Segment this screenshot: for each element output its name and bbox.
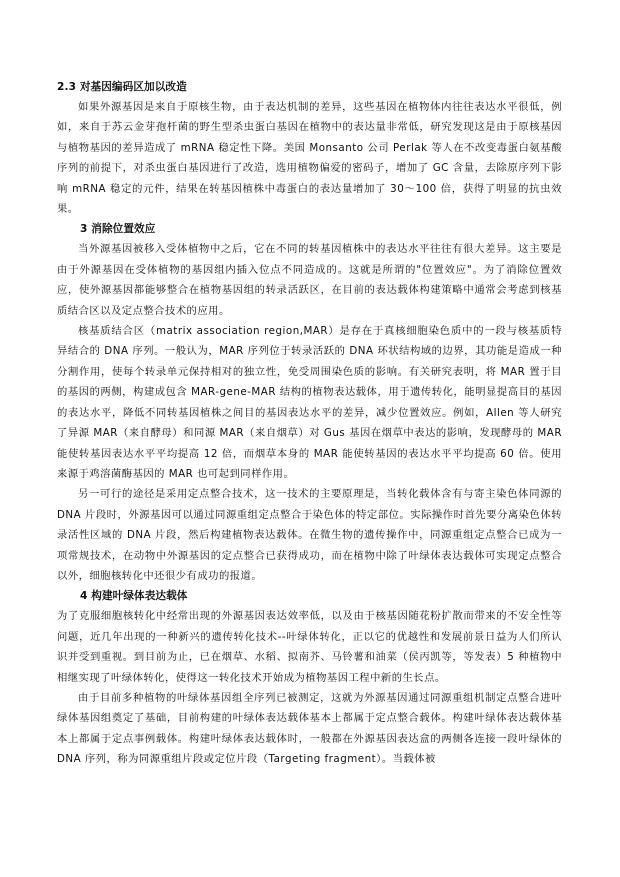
section-heading-3: 3 消除位置效应 xyxy=(80,223,156,236)
paragraph-chloroplast-vector: 由于目前多种植物的叶绿体基因组全序列已被测定，这就为外源基因通过同源重组机制定点整合进叶绿体基因组奠定了基础，目前构建的叶绿体表达载体基本上都属于定点整合载体。构建叶绿体表达载体基本上都属于定点事例载体。构建叶绿体表达载体时，一般都在外源基因表达盒的两侧各连接一段叶绿体的 DNA 序列，称为同源重组片段或定位片段（Targeting fragment）。当载体被 xyxy=(57,691,562,766)
document-body xyxy=(57,77,562,770)
paragraph-codon-optimization: 如果外源基因是来自于原核生物，由于表达机制的差异，这些基因在植物体内往往表达水平很低，例如，来自于苏云金芽孢杆菌的野生型杀虫蛋白基因在植物中的表达量非常低，研究发现这是由于原核基因与植物基因的差异造成了 mRNA 稳定性下降。美国 Monsanto 公司 Perlak 等人在不改变毒蛋白氨基酸序列的前提下，对杀虫蛋白基因进行了改造，选用植物偏爱的密码子，增加了 GC 含量，去除原序列下影响 mRNA 稳定的元件，结果在转基因植株中毒蛋白的表达量增加了 30～100 倍，获得了明显的抗虫效果。 xyxy=(57,101,562,216)
section-heading-2-3: 2.3 对基因编码区加以改造 xyxy=(57,81,187,93)
paragraph-chloroplast-intro: 为了克服细胞核转化中经常出现的外源基因表达效率低，以及由于核基因随花粉扩散而带来的不安全性等问题，近几年出现的一种新兴的遗传转化技术--叶绿体转化，正以它的优越性和发展前景日益为人们所认识并受到重视。到目前为止，已在烟草、水稻、拟南芥、马铃薯和油菜（侯丙凯等，等发表）5 种植物中相继实现了叶绿体转化，使得这一转化技术开始成为植物基因工程中新的生长点。 xyxy=(57,610,562,684)
section-heading-4: 4 构建叶绿体表达载体 xyxy=(80,590,188,603)
paragraph-site-specific-integration: 另一可行的途径是采用定点整合技术，这一技术的主要原理是，当转化载体含有与寄主染色体同源的 DNA 片段时，外源基因可以通过同源重组定点整合于染色体的特定部位。实际操作时首先要分离染色体转录活性区域的 DNA 片段，然后构建植物表达载体。在微生物的遗传操作中，同源重组定点整合已成为一项常规技术，在动物中外源基因的定点整合已获得成功，而在植物中除了叶绿体表达载体可实现定点整合以外，细胞核转化中还很少有成功的报道。 xyxy=(57,488,562,582)
paragraph-position-effect: 当外源基因被移入受体植物中之后，它在不同的转基因植株中的表达水平往往有很大差异。这主要是由于外源基因在受体植物的基因组内插入位点不同造成的。这就是所谓的"位置效应"。为了消除位置效应，使外源基因都能够整合在植物基因组的转录活跃区，在目前的表达载体构建策略中通常会考虑到核基质结合区以及定点整合技术的应用。 xyxy=(57,243,562,317)
paragraph-mar: 核基质结合区（matrix association region,MAR）是存在于真核细胞染色质中的一段与核基质特异结合的 DNA 序列。一般认为，MAR 序列位于转录活跃的 DNA 环状结构域的边界，其功能是造成一种分割作用，使每个转录单元保持相对的独立性，免受周围染色质的影响。有关研究表明，将 MAR 置于目的基因的两侧，构建成包含 MAR-gene-MAR 结构的植物表达载体，用于遗传转化，能明显提高目的基因的表达水平，降低不同转基因植株之间目的基因表达水平的差异，减少位置效应。例如，Allen 等人研究了异源 MAR（来自酵母）和同源 MAR（来自烟草）对 Gus 基因在烟草中表达的影响，发现酵母的 MAR 能使转基因表达水平平均提高 12 倍，而烟草本身的 MAR 能使转基因的表达水平平均提高 60 倍。使用来源于鸡溶菌酶基因的 MAR 也可起到同样作用。 xyxy=(57,325,562,480)
